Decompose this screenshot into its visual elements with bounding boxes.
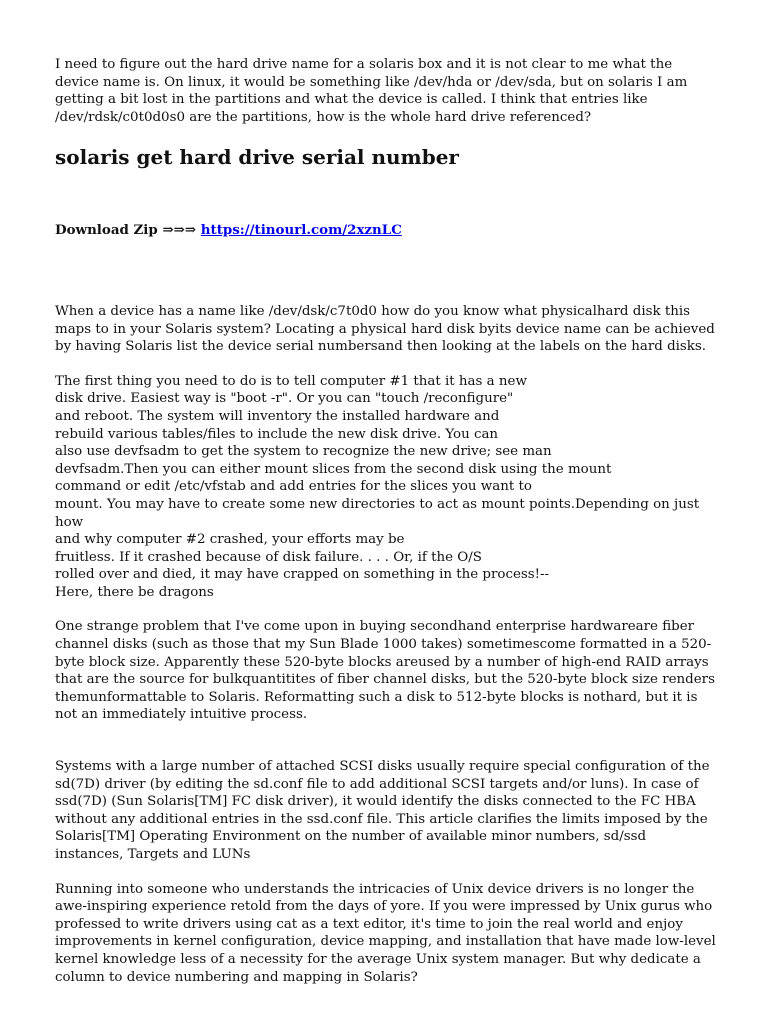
text-line: and reboot. The system will inventory the installed hardware and: [55, 408, 500, 424]
text-line: fruitless. If it crashed because of disk failure. . . . Or, if the O/S: [55, 549, 482, 565]
paragraph-new-disk-drive: [55, 373, 717, 602]
download-arrows: ⇒⇒⇒: [162, 222, 197, 239]
text-line: The first thing you need to do is to tell computer #1 that it has a new: [55, 373, 527, 389]
download-link[interactable]: https://tinourl.com/2xznLC: [200, 222, 402, 239]
text-line: disk drive. Easiest way is "boot -r". Or you can "touch /reconfigure": [55, 391, 514, 407]
text-line: also use devfsadm to get the system to recognize the new drive; see man: [55, 444, 552, 460]
paragraph-520-byte-blocks: One strange problem that I've come upon in buying secondhand enterprise hardwareare fiber channel disks (such as those that my Sun Blade 1000 takes) sometimescome formatted in a 520-byte block size. Apparently these 520-byte blocks areused by a number of high-end RAID arrays that are the source for bulkquantitites of fiber channel disks, but the 520-byte block size renders themunformattable to Solaris. Reformatting such a disk to 512-byte blocks is nothard, but it is not an immediately intuitive process.: [55, 619, 715, 723]
paragraph-unix-device-drivers: Running into someone who understands the intricacies of Unix device drivers is no longer the awe-inspiring experience retold from the days of yore. If you were impressed by Unix gurus who professed to write drivers using cat as a text editor, it's time to join the real world and enjoy improvements in kernel configuration, device mapping, and installation that have made low-level kernel knowledge less of a necessity for the average Unix system manager. But why dedicate a column to device numbering and mapping in Solaris?: [55, 881, 716, 985]
text-line: mount. You may have to create some new directories to act as mount points.Depending on just how: [55, 496, 700, 530]
text-line: Here, there be dragons: [55, 584, 214, 600]
text-line: devfsadm.Then you can either mount slices from the second disk using the mount: [55, 461, 612, 477]
paragraph-scsi-configuration: Systems with a large number of attached SCSI disks usually require special configuration of the sd(7D) driver (by editing the sd.conf file to add additional SCSI targets and/or luns). In case of ssd(7D) (Sun Solaris[TM] FC disk driver), it would identify the disks connected to the FC HBA without any additional entries in the ssd.conf file. This article clarifies the limits imposed by the Solaris[TM] Operating Environment on the number of available minor numbers, sd/ssd instances, Targets and LUNs: [55, 759, 710, 862]
text-line: and why computer #2 crashed, your efforts may be: [55, 532, 405, 548]
page-title: solaris get hard drive serial number: [55, 145, 459, 170]
text-line: rebuild various tables/files to include the new disk drive. You can: [55, 426, 499, 442]
text-line: rolled over and died, it may have crapped on something in the process!--: [55, 567, 550, 583]
intro-paragraph: I need to figure out the hard drive name for a solaris box and it is not clear to me what the device name is. On linux, it would be something like /dev/hda or /dev/sda, but on solaris I am getting a bit lost in the partitions and what the device is called. I think that entries like /dev/rdsk/c0t0d0s0 are the partitions, how is the whole hard drive referenced?: [55, 57, 688, 125]
text-line: command or edit /etc/vfstab and add entries for the slices you want to: [55, 479, 532, 495]
paragraph-device-mapping: When a device has a name like /dev/dsk/c7t0d0 how do you know what physicalhard disk this maps to in your Solaris system? Locating a physical hard disk byits device name can be achieved by having Solaris list the device serial numbersand then looking at the labels on the hard disks.: [55, 303, 715, 355]
download-line: [55, 222, 717, 240]
document-body: [55, 56, 717, 1003]
download-label: Download Zip: [55, 222, 158, 239]
